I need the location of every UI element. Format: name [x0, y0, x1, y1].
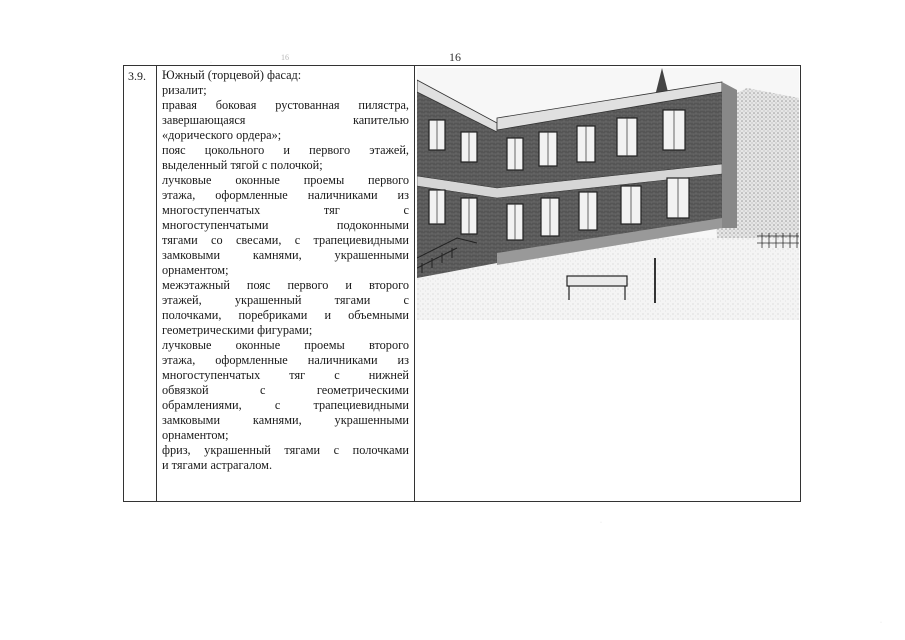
description-line: этажей, украшенный тягами с	[162, 293, 409, 307]
description-line: полочками, поребриками и объемными	[162, 308, 409, 322]
description-line: лучковые оконные проемы первого	[162, 173, 409, 187]
description-line: правая боковая рустованная пилястра,	[162, 98, 409, 112]
description-line: этажа, оформленные наличниками из	[162, 188, 409, 202]
facade-title: Южный (торцевой) фасад:	[162, 68, 302, 82]
description-line: орнаментом;	[162, 428, 229, 442]
description-line: лучковые оконные проемы второго	[162, 338, 409, 352]
description-line: замковыми камнями, украшенными	[162, 248, 409, 262]
description-line: «дорического ордера»;	[162, 128, 282, 142]
description-line: обвязкой с геометрическими	[162, 383, 409, 397]
facade-photo	[417, 68, 799, 320]
description-line: многоступенчатых тяг с нижней	[162, 368, 409, 382]
description-lines	[162, 83, 409, 473]
column-divider	[156, 66, 157, 501]
description-line: многоступенчатыми подоконными	[162, 218, 409, 232]
description-line: геометрическими фигурами;	[162, 323, 313, 337]
description-line: замковыми камнями, украшенными	[162, 413, 409, 427]
description-line: фриз, украшенный тягами с полочками	[162, 443, 409, 457]
scan-speck: ·	[600, 520, 602, 526]
item-number: 3.9.	[128, 69, 146, 83]
scan-speck: ·	[210, 60, 212, 66]
description-line: и тягами астрагалом.	[162, 458, 273, 472]
facade-description	[162, 68, 409, 473]
scan-speck: ·	[880, 620, 882, 626]
description-line: обрамлениями, с трапециевидными	[162, 398, 409, 412]
description-line: завершающаяся капителью	[162, 113, 409, 127]
description-table	[123, 65, 801, 502]
description-line: ризалит;	[162, 83, 207, 97]
description-line: орнаментом;	[162, 263, 229, 277]
description-line: многоступенчатых тяг с	[162, 203, 409, 217]
description-line: выделенный тягой с полочкой;	[162, 158, 323, 172]
description-line: пояс цокольного и первого этажей,	[162, 143, 409, 157]
description-line: тягами со свесами, с трапециевидными	[162, 233, 409, 247]
description-line: межэтажный пояс первого и второго	[162, 278, 409, 292]
description-line: этажа, оформленные наличниками из	[162, 353, 409, 367]
page-number: 16	[449, 50, 461, 64]
faint-page-mark: 16	[281, 53, 289, 62]
column-divider	[414, 66, 415, 501]
